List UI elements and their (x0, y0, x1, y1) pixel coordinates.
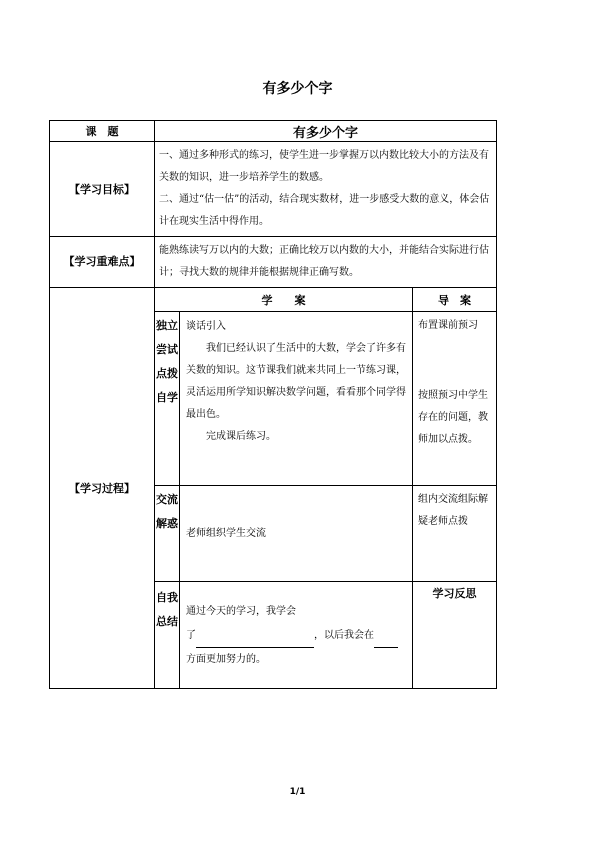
row-goals (50, 142, 497, 237)
header-guide-plan: 导 案 (413, 288, 497, 312)
label-goals: 【学习目标】 (50, 142, 155, 237)
label-topic: 课 题 (50, 121, 155, 142)
row-process-header (50, 288, 497, 312)
stage-2-text: 老师组织学生交流 (180, 486, 413, 582)
label-process: 【学习过程】 (50, 288, 155, 689)
topic-value: 有多少个字 (155, 121, 497, 142)
summary-blank-2[interactable] (374, 647, 398, 648)
summary-line-1: 通过今天的学习，我学会 (186, 606, 296, 617)
header-study-plan: 学 案 (155, 288, 413, 312)
guide-1-preview: 布置课前预习 (418, 320, 478, 331)
key-points-text: 能熟练读写万以内的大数；正确比较万以内数的大小，并能结合实际进行估计；寻找大数的规律并能根据规律正确写数。 (155, 237, 497, 288)
stage-1-intro: 谈话引入 (186, 321, 226, 332)
document-title: 有多少个字 (262, 81, 333, 97)
lesson-plan-table (49, 120, 497, 689)
summary-middle: ，以后我会在 (314, 630, 374, 641)
goal-2: 二、通过“估一估”的活动，结合现实数材，进一步感受大数的意义，体会估计在现实生活中得作用。 (159, 194, 490, 227)
row-key-points (50, 237, 497, 288)
stage-3-label: 自我总结 (155, 582, 180, 689)
guide-2-text: 组内交流组际解疑老师点拨 (413, 486, 497, 582)
guide-1-coaching: 按照预习中学生存在的问题，教师加以点拨。 (418, 390, 488, 445)
stage-1-label: 独立尝试点拨自学 (155, 312, 180, 486)
goal-1: 一、通过多种形式的练习，使学生进一步掌握万以内数比较大小的方法及有关数的知识，进一步培养学生的数感。 (159, 150, 489, 183)
summary-prefix: 了 (186, 630, 196, 641)
stage-1-paragraph: 我们已经认识了生活中的大数，学会了许多有关数的知识。这节课我们就来共同上一节练习课，灵活运用所学知识解决数学问题，看看那个同学得最出色。 (186, 343, 406, 420)
reflection-label: 学习反思 (413, 582, 497, 689)
stage-1-task: 完成课后练习。 (206, 431, 276, 442)
stage-2-label: 交流解惑 (155, 486, 180, 582)
summary-line-3: 方面更加努力的。 (186, 654, 266, 665)
page-number: 1/1 (289, 787, 306, 797)
label-key-points: 【学习重难点】 (50, 237, 155, 288)
row-topic (50, 121, 497, 142)
